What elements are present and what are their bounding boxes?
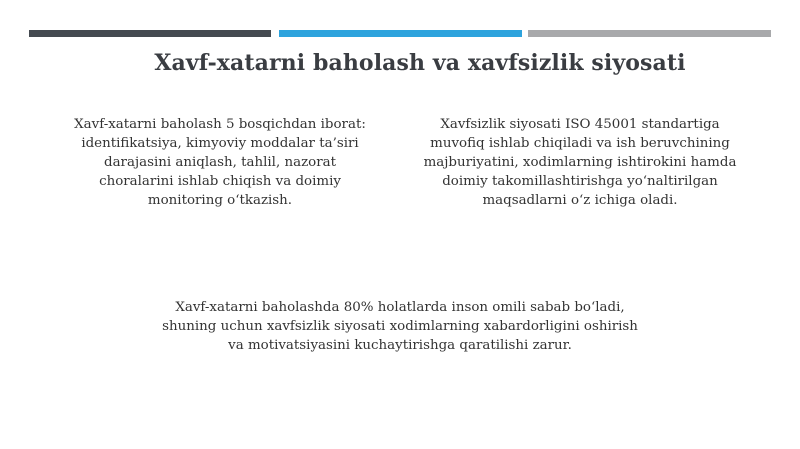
text-line: Xavf-xatarni baholashda 80% holatlarda inson omili sabab bo‘ladi, — [175, 300, 625, 315]
text-line: va motivatsiyasini kuchaytirishga qaratilishi zarur. — [228, 338, 572, 353]
text-line: choralarini ishlab chiqish va doimiy — [99, 174, 341, 189]
text-line: Xavfsizlik siyosati ISO 45001 standartiga — [440, 117, 720, 132]
bottom-paragraph — [130, 298, 670, 355]
left-paragraph — [55, 115, 385, 210]
text-line: maqsadlarni o‘z ichiga oladi. — [482, 193, 678, 208]
slide-title: Xavf-xatarni baholash va xavfsizlik siyosati — [154, 50, 686, 76]
text-line: muvofiq ishlab chiqiladi va ish beruvchining — [430, 136, 730, 151]
text-line: darajasini aniqlash, tahlil, nazorat — [104, 155, 336, 170]
text-line: majburiyatini, xodimlarning ishtirokini hamda — [423, 155, 737, 170]
right-paragraph — [400, 115, 760, 210]
accent-bar-blue — [279, 30, 522, 37]
text-line: monitoring o‘tkazish. — [147, 193, 293, 208]
accent-bar-dark — [29, 30, 271, 37]
text-line: doimiy takomillashtirishga yo‘naltirilgan — [442, 174, 718, 189]
text-line: Xavf-xatarni baholash 5 bosqichdan iborat: — [74, 117, 366, 132]
text-line: shuning uchun xavfsizlik siyosati xodimlarning xabardorligini oshirish — [162, 319, 638, 334]
text-line: identifikatsiya, kimyoviy moddalar ta’siri — [81, 136, 359, 151]
accent-bar-gray — [528, 30, 771, 37]
